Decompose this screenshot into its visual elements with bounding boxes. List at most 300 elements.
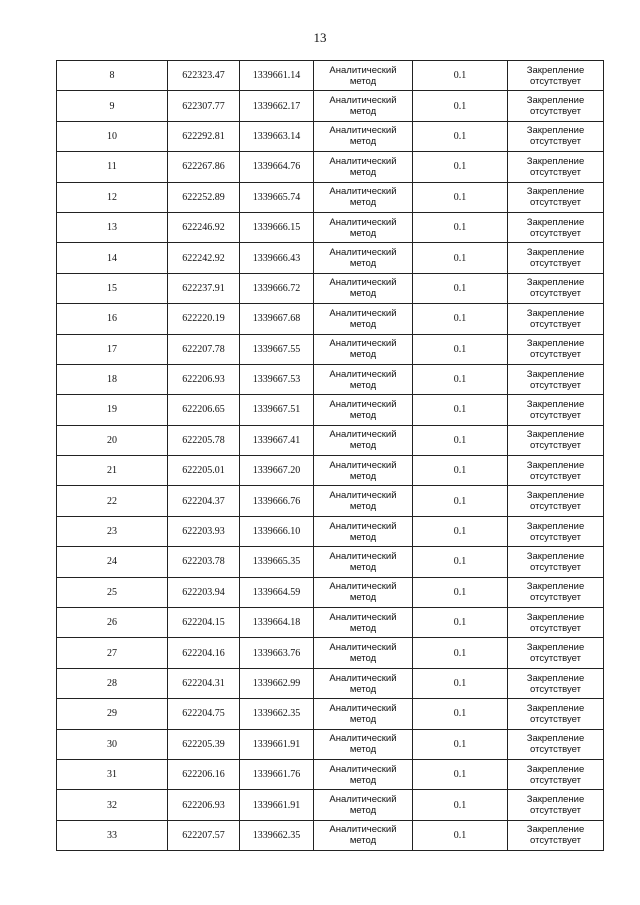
y-coordinate-cell	[240, 121, 314, 151]
table-row	[57, 820, 604, 850]
method-cell	[314, 820, 413, 850]
table-row	[57, 91, 604, 121]
fixing-text: Закрепление	[526, 520, 585, 532]
x-coordinate-text: 622205.39	[182, 738, 225, 750]
accuracy-cell	[413, 152, 508, 182]
point-number-text: 21	[107, 465, 117, 477]
accuracy-text: 0.1	[453, 434, 467, 446]
accuracy-text: 0.1	[453, 678, 467, 689]
table-row	[57, 516, 604, 546]
table-row	[57, 486, 604, 516]
accuracy-cell	[413, 364, 508, 394]
y-coordinate-cell	[240, 425, 314, 455]
fixing-text: отсутствует	[530, 318, 581, 330]
method-text: метод	[349, 683, 377, 695]
y-coordinate-text: 1339666.43	[252, 252, 301, 264]
table-row	[57, 456, 604, 486]
table-row	[57, 425, 604, 455]
accuracy-cell	[413, 395, 508, 425]
table-row	[57, 304, 604, 334]
method-text: метод	[349, 653, 377, 665]
method-text: Аналитический	[329, 611, 397, 623]
table-row	[57, 182, 604, 212]
x-coordinate-text: 622323.47	[182, 70, 225, 82]
point-number-cell	[57, 182, 168, 212]
y-coordinate-cell	[240, 820, 314, 850]
accuracy-cell	[413, 456, 508, 486]
y-coordinate-cell	[240, 61, 314, 91]
method-text: Аналитический	[329, 550, 397, 562]
table-row	[57, 638, 604, 668]
fixing-text: отсутствует	[530, 440, 581, 452]
x-coordinate-cell	[168, 121, 240, 151]
fixing-text: Закрепление	[526, 216, 585, 228]
method-text: метод	[349, 744, 377, 756]
fixing-text: Закрепление	[526, 550, 585, 562]
point-number-text: 30	[107, 738, 117, 750]
method-cell	[314, 395, 413, 425]
point-number-text: 29	[107, 708, 117, 720]
method-text: метод	[349, 258, 377, 270]
method-text: Аналитический	[329, 672, 397, 684]
fixing-text: отсутствует	[530, 106, 581, 118]
fixing-text: отсутствует	[530, 258, 581, 270]
x-coordinate-text: 622205.78	[182, 434, 225, 446]
fixing-text: Закрепление	[526, 186, 585, 198]
method-text: Аналитический	[329, 763, 397, 775]
y-coordinate-text: 1339662.99	[252, 678, 301, 689]
point-number-text: 16	[107, 313, 117, 325]
fixing-text: Закрепление	[526, 672, 585, 684]
y-coordinate-text: 1339665.74	[252, 191, 301, 203]
method-text: метод	[349, 106, 377, 118]
fixing-text: Закрепление	[526, 95, 585, 107]
method-text: Аналитический	[329, 459, 397, 471]
x-coordinate-cell	[168, 790, 240, 820]
accuracy-cell	[413, 243, 508, 273]
accuracy-text: 0.1	[453, 191, 467, 203]
accuracy-cell	[413, 699, 508, 729]
fixing-text: Закрепление	[526, 702, 585, 714]
y-coordinate-text: 1339667.68	[252, 313, 301, 325]
x-coordinate-cell	[168, 334, 240, 364]
y-coordinate-cell	[240, 668, 314, 698]
accuracy-text: 0.1	[453, 526, 467, 538]
fixing-text: отсутствует	[530, 683, 581, 695]
method-text: Аналитический	[329, 581, 397, 593]
x-coordinate-text: 622204.75	[182, 708, 225, 720]
x-coordinate-text: 622237.91	[182, 282, 225, 294]
accuracy-text: 0.1	[453, 829, 467, 841]
point-number-text: 14	[107, 252, 117, 264]
fixing-text: Закрепление	[526, 824, 585, 836]
method-text: метод	[349, 409, 377, 421]
x-coordinate-text: 622205.01	[182, 465, 225, 477]
y-coordinate-text: 1339661.91	[252, 799, 301, 811]
method-cell	[314, 273, 413, 303]
fixing-text: отсутствует	[530, 774, 581, 786]
point-number-cell	[57, 516, 168, 546]
x-coordinate-cell	[168, 516, 240, 546]
y-coordinate-text: 1339666.15	[252, 222, 301, 234]
x-coordinate-cell	[168, 577, 240, 607]
point-number-cell	[57, 304, 168, 334]
x-coordinate-text: 622207.78	[182, 343, 225, 355]
method-text: Аналитический	[329, 186, 397, 198]
accuracy-cell	[413, 304, 508, 334]
fixing-text: отсутствует	[530, 622, 581, 634]
point-number-cell	[57, 547, 168, 577]
method-text: Аналитический	[329, 95, 397, 107]
accuracy-cell	[413, 212, 508, 242]
method-text: Аналитический	[329, 307, 397, 319]
accuracy-text: 0.1	[453, 647, 467, 659]
x-coordinate-text: 622206.16	[182, 769, 225, 781]
accuracy-cell	[413, 121, 508, 151]
accuracy-text: 0.1	[453, 617, 467, 629]
method-text: Аналитический	[329, 216, 397, 228]
point-number-cell	[57, 638, 168, 668]
fixing-text: Закрепление	[526, 763, 585, 775]
fixing-text: Закрепление	[526, 155, 585, 167]
x-coordinate-text: 622307.77	[182, 100, 225, 112]
table-row	[57, 334, 604, 364]
fixing-text: Закрепление	[526, 125, 585, 137]
method-text: метод	[349, 531, 377, 543]
point-number-cell	[57, 425, 168, 455]
accuracy-text: 0.1	[453, 708, 467, 720]
method-text: Аналитический	[329, 277, 397, 289]
fixing-text: отсутствует	[530, 653, 581, 665]
accuracy-cell	[413, 182, 508, 212]
y-coordinate-cell	[240, 486, 314, 516]
x-coordinate-text: 622207.57	[182, 829, 225, 841]
fixing-cell	[508, 395, 604, 425]
x-coordinate-text: 622246.92	[182, 222, 225, 234]
y-coordinate-text: 1339667.20	[252, 465, 301, 477]
y-coordinate-text: 1339662.35	[252, 708, 301, 720]
fixing-cell	[508, 577, 604, 607]
method-cell	[314, 729, 413, 759]
y-coordinate-text: 1339667.41	[252, 434, 301, 446]
method-cell	[314, 61, 413, 91]
y-coordinate-cell	[240, 516, 314, 546]
method-text: метод	[349, 197, 377, 209]
y-coordinate-cell	[240, 334, 314, 364]
method-text: метод	[349, 136, 377, 148]
method-text: метод	[349, 622, 377, 634]
point-number-text: 10	[107, 130, 117, 142]
accuracy-cell	[413, 668, 508, 698]
y-coordinate-cell	[240, 304, 314, 334]
accuracy-text: 0.1	[453, 738, 467, 750]
fixing-text: отсутствует	[530, 531, 581, 543]
y-coordinate-cell	[240, 243, 314, 273]
method-cell	[314, 608, 413, 638]
point-number-cell	[57, 334, 168, 364]
accuracy-text: 0.1	[453, 252, 467, 264]
method-cell	[314, 547, 413, 577]
method-cell	[314, 699, 413, 729]
x-coordinate-cell	[168, 547, 240, 577]
y-coordinate-text: 1339667.51	[252, 404, 301, 416]
x-coordinate-cell	[168, 729, 240, 759]
table-row	[57, 395, 604, 425]
method-cell	[314, 243, 413, 273]
point-number-cell	[57, 243, 168, 273]
accuracy-text: 0.1	[453, 586, 467, 598]
method-text: метод	[349, 227, 377, 239]
method-text: Аналитический	[329, 125, 397, 137]
table-row	[57, 790, 604, 820]
table-row	[57, 547, 604, 577]
y-coordinate-cell	[240, 608, 314, 638]
method-text: Аналитический	[329, 155, 397, 167]
y-coordinate-text: 1339662.35	[252, 829, 301, 841]
fixing-cell	[508, 273, 604, 303]
fixing-text: отсутствует	[530, 501, 581, 513]
point-number-cell	[57, 152, 168, 182]
y-coordinate-cell	[240, 638, 314, 668]
fixing-text: Закрепление	[526, 307, 585, 319]
y-coordinate-text: 1339666.10	[252, 526, 301, 538]
x-coordinate-cell	[168, 182, 240, 212]
point-number-text: 20	[107, 434, 117, 446]
fixing-cell	[508, 729, 604, 759]
point-number-text: 13	[107, 222, 117, 234]
y-coordinate-cell	[240, 273, 314, 303]
fixing-text: отсутствует	[530, 835, 581, 847]
table-row	[57, 729, 604, 759]
accuracy-text: 0.1	[453, 374, 467, 386]
method-text: Аналитический	[329, 733, 397, 745]
point-number-cell	[57, 486, 168, 516]
point-number-cell	[57, 608, 168, 638]
x-coordinate-text: 622204.15	[182, 617, 225, 629]
accuracy-cell	[413, 547, 508, 577]
fixing-text: отсутствует	[530, 561, 581, 573]
fixing-text: отсутствует	[530, 136, 581, 148]
y-coordinate-cell	[240, 790, 314, 820]
x-coordinate-text: 622203.78	[182, 556, 225, 568]
method-text: Аналитический	[329, 490, 397, 502]
method-cell	[314, 182, 413, 212]
x-coordinate-cell	[168, 364, 240, 394]
y-coordinate-text: 1339666.72	[252, 282, 301, 294]
point-number-cell	[57, 364, 168, 394]
method-cell	[314, 364, 413, 394]
x-coordinate-text: 622220.19	[182, 313, 225, 325]
accuracy-text: 0.1	[453, 556, 467, 568]
point-number-text: 12	[107, 191, 117, 203]
y-coordinate-text: 1339667.53	[252, 374, 301, 386]
fixing-text: Закрепление	[526, 733, 585, 745]
fixing-text: Закрепление	[526, 490, 585, 502]
x-coordinate-text: 622206.93	[182, 374, 225, 386]
x-coordinate-text: 622204.31	[182, 678, 225, 689]
method-text: Аналитический	[329, 247, 397, 259]
fixing-text: отсутствует	[530, 592, 581, 604]
method-text: Аналитический	[329, 398, 397, 410]
accuracy-cell	[413, 273, 508, 303]
point-number-cell	[57, 699, 168, 729]
point-number-text: 11	[107, 161, 117, 173]
method-text: метод	[349, 774, 377, 786]
x-coordinate-cell	[168, 699, 240, 729]
y-coordinate-text: 1339661.91	[252, 738, 301, 750]
fixing-cell	[508, 759, 604, 789]
accuracy-cell	[413, 729, 508, 759]
fixing-cell	[508, 364, 604, 394]
accuracy-cell	[413, 790, 508, 820]
x-coordinate-cell	[168, 212, 240, 242]
point-number-text: 9	[109, 100, 115, 112]
x-coordinate-text: 622242.92	[182, 252, 225, 264]
accuracy-text: 0.1	[453, 282, 467, 294]
table-row	[57, 577, 604, 607]
method-text: метод	[349, 440, 377, 452]
x-coordinate-cell	[168, 820, 240, 850]
y-coordinate-text: 1339661.14	[252, 70, 301, 82]
y-coordinate-text: 1339665.35	[252, 556, 301, 568]
accuracy-cell	[413, 820, 508, 850]
fixing-cell	[508, 304, 604, 334]
fixing-cell	[508, 699, 604, 729]
accuracy-text: 0.1	[453, 100, 467, 112]
table-row	[57, 759, 604, 789]
point-number-text: 33	[107, 829, 117, 841]
point-number-cell	[57, 668, 168, 698]
y-coordinate-text: 1339663.14	[252, 130, 301, 142]
point-number-text: 17	[107, 343, 117, 355]
x-coordinate-cell	[168, 91, 240, 121]
x-coordinate-text: 622206.65	[182, 404, 225, 416]
y-coordinate-text: 1339663.76	[252, 647, 301, 659]
y-coordinate-text: 1339667.55	[252, 343, 301, 355]
fixing-cell	[508, 790, 604, 820]
accuracy-cell	[413, 516, 508, 546]
x-coordinate-cell	[168, 395, 240, 425]
accuracy-text: 0.1	[453, 161, 467, 173]
method-cell	[314, 91, 413, 121]
method-cell	[314, 486, 413, 516]
y-coordinate-text: 1339664.76	[252, 161, 301, 173]
point-number-cell	[57, 820, 168, 850]
table-row	[57, 243, 604, 273]
method-text: Аналитический	[329, 368, 397, 380]
accuracy-text: 0.1	[453, 769, 467, 781]
x-coordinate-text: 622206.93	[182, 799, 225, 811]
y-coordinate-cell	[240, 456, 314, 486]
x-coordinate-cell	[168, 304, 240, 334]
point-number-cell	[57, 790, 168, 820]
point-number-cell	[57, 456, 168, 486]
point-number-text: 22	[107, 495, 117, 507]
fixing-cell	[508, 456, 604, 486]
accuracy-text: 0.1	[453, 70, 467, 82]
x-coordinate-cell	[168, 61, 240, 91]
fixing-text: Закрепление	[526, 368, 585, 380]
fixing-cell	[508, 91, 604, 121]
y-coordinate-text: 1339662.17	[252, 100, 301, 112]
x-coordinate-text: 622292.81	[182, 130, 225, 142]
table-row	[57, 212, 604, 242]
accuracy-cell	[413, 608, 508, 638]
fixing-text: отсутствует	[530, 166, 581, 178]
fixing-cell	[508, 516, 604, 546]
method-text: метод	[349, 470, 377, 482]
accuracy-cell	[413, 638, 508, 668]
method-text: метод	[349, 592, 377, 604]
point-number-cell	[57, 759, 168, 789]
method-text: Аналитический	[329, 794, 397, 806]
method-text: Аналитический	[329, 64, 397, 76]
point-number-cell	[57, 121, 168, 151]
accuracy-text: 0.1	[453, 343, 467, 355]
y-coordinate-text: 1339666.76	[252, 495, 301, 507]
method-text: метод	[349, 713, 377, 725]
y-coordinate-cell	[240, 212, 314, 242]
method-cell	[314, 516, 413, 546]
method-cell	[314, 577, 413, 607]
table-row	[57, 608, 604, 638]
fixing-text: Закрепление	[526, 611, 585, 623]
method-text: метод	[349, 805, 377, 817]
method-cell	[314, 212, 413, 242]
accuracy-text: 0.1	[453, 130, 467, 142]
accuracy-cell	[413, 61, 508, 91]
x-coordinate-text: 622252.89	[182, 191, 225, 203]
x-coordinate-text: 622204.16	[182, 647, 225, 659]
accuracy-text: 0.1	[453, 222, 467, 234]
coordinates-table-body	[57, 61, 604, 851]
x-coordinate-cell	[168, 486, 240, 516]
x-coordinate-text: 622267.86	[182, 161, 225, 173]
y-coordinate-text: 1339664.18	[252, 617, 301, 629]
fixing-text: Закрепление	[526, 459, 585, 471]
accuracy-cell	[413, 759, 508, 789]
fixing-text: отсутствует	[530, 409, 581, 421]
method-text: метод	[349, 75, 377, 87]
fixing-cell	[508, 243, 604, 273]
method-cell	[314, 121, 413, 151]
fixing-cell	[508, 334, 604, 364]
fixing-cell	[508, 182, 604, 212]
fixing-text: Закрепление	[526, 247, 585, 259]
table-row	[57, 121, 604, 151]
accuracy-cell	[413, 91, 508, 121]
method-cell	[314, 790, 413, 820]
accuracy-text: 0.1	[453, 404, 467, 416]
fixing-cell	[508, 152, 604, 182]
method-cell	[314, 668, 413, 698]
method-text: метод	[349, 835, 377, 847]
x-coordinate-cell	[168, 273, 240, 303]
method-cell	[314, 759, 413, 789]
method-cell	[314, 425, 413, 455]
point-number-cell	[57, 729, 168, 759]
page-number: 13	[313, 30, 327, 45]
method-cell	[314, 456, 413, 486]
accuracy-text: 0.1	[453, 799, 467, 811]
y-coordinate-cell	[240, 182, 314, 212]
accuracy-text: 0.1	[453, 465, 467, 477]
fixing-cell	[508, 547, 604, 577]
fixing-text: отсутствует	[530, 197, 581, 209]
point-number-text: 31	[107, 769, 117, 781]
point-number-text: 25	[107, 586, 117, 598]
fixing-cell	[508, 425, 604, 455]
